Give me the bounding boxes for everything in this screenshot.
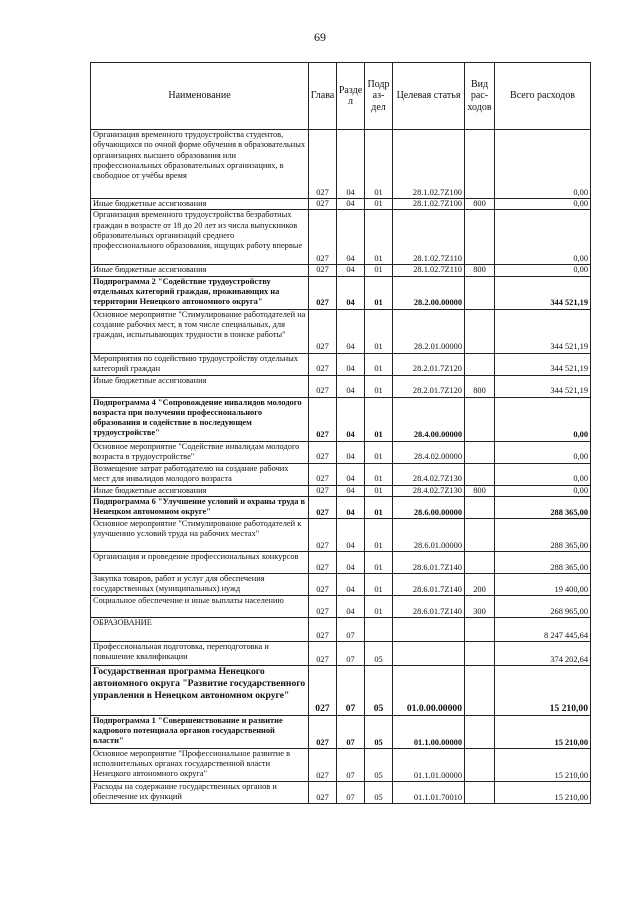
row-name-cell: Государственная программа Ненецкого автономного округа "Развитие государственного управления в Ненецком автономном округе": [91, 665, 309, 715]
row-target-cell: [393, 617, 465, 641]
row-total-cell: 288 365,00: [495, 518, 591, 551]
row-total-cell: 374 202,64: [495, 641, 591, 665]
table-row: [91, 781, 591, 803]
row-chapter-cell: 027: [309, 309, 337, 353]
header-section: Разде л: [337, 63, 365, 130]
row-name-cell: Основное мероприятие "Профессиональное развитие в исполнительных органах государственной власти Ненецкого автономного округа": [91, 748, 309, 781]
row-total-cell: 288 365,00: [495, 496, 591, 518]
row-section-cell: 07: [337, 617, 365, 641]
row-total-cell: 344 521,19: [495, 309, 591, 353]
row-chapter-cell: 027: [309, 518, 337, 551]
row-subsection-cell: 01: [365, 199, 393, 210]
row-chapter-cell: 027: [309, 463, 337, 485]
row-type-cell: 800: [465, 485, 495, 496]
row-section-cell: 04: [337, 573, 365, 595]
row-target-cell: 28.4.02.7Z130: [393, 485, 465, 496]
row-target-cell: 28.6.00.00000: [393, 496, 465, 518]
table-row: [91, 715, 591, 748]
row-target-cell: 28.6.01.7Z140: [393, 595, 465, 617]
row-subsection-cell: 05: [365, 715, 393, 748]
row-section-cell: 04: [337, 518, 365, 551]
row-total-cell: 19 400,00: [495, 573, 591, 595]
row-subsection-cell: 01: [365, 441, 393, 463]
row-type-cell: 800: [465, 375, 495, 397]
row-subsection-cell: 01: [365, 573, 393, 595]
row-type-cell: [465, 617, 495, 641]
header-total: Всего расходов: [495, 63, 591, 130]
row-section-cell: 07: [337, 665, 365, 715]
row-name-cell: Подпрограмма 2 "Содействие трудоустройству отдельных категорий граждан, проживающих на территории Ненецкого автономного округа": [91, 276, 309, 309]
table-row: [91, 199, 591, 210]
row-total-cell: 0,00: [495, 199, 591, 210]
row-type-cell: [465, 441, 495, 463]
row-section-cell: 04: [337, 595, 365, 617]
row-total-cell: 15 210,00: [495, 665, 591, 715]
row-type-cell: [465, 276, 495, 309]
row-name-cell: Основное мероприятие "Стимулирование работодателей к улучшению условий труда на рабочих местах": [91, 518, 309, 551]
header-subsection: Подр аз- дел: [365, 63, 393, 130]
row-target-cell: 28.6.01.7Z140: [393, 551, 465, 573]
row-type-cell: [465, 397, 495, 441]
row-subsection-cell: 01: [365, 375, 393, 397]
table-row: [91, 441, 591, 463]
row-section-cell: 07: [337, 715, 365, 748]
row-name-cell: Организация временного трудоустройства студентов, обучающихся по очной форме обучения в образовательных организациях высшего образования или профессиональных образовательных организациях, в свободное от учёбы время: [91, 130, 309, 199]
table-row: [91, 518, 591, 551]
row-chapter-cell: 027: [309, 715, 337, 748]
row-section-cell: 04: [337, 551, 365, 573]
row-chapter-cell: 027: [309, 595, 337, 617]
row-target-cell: 01.1.01.70010: [393, 781, 465, 803]
row-chapter-cell: 027: [309, 276, 337, 309]
row-subsection-cell: 01: [365, 485, 393, 496]
table-row: [91, 617, 591, 641]
row-chapter-cell: 027: [309, 353, 337, 375]
row-total-cell: 0,00: [495, 265, 591, 276]
row-type-cell: 200: [465, 573, 495, 595]
row-target-cell: [393, 641, 465, 665]
table-row: [91, 276, 591, 309]
table-row: [91, 309, 591, 353]
row-subsection-cell: 01: [365, 397, 393, 441]
row-subsection-cell: 05: [365, 665, 393, 715]
row-chapter-cell: 027: [309, 199, 337, 210]
row-target-cell: 28.4.02.7Z130: [393, 463, 465, 485]
row-target-cell: 28.2.01.7Z120: [393, 353, 465, 375]
row-section-cell: 04: [337, 210, 365, 265]
row-section-cell: 04: [337, 130, 365, 199]
row-type-cell: [465, 353, 495, 375]
row-type-cell: [465, 518, 495, 551]
row-name-cell: Иные бюджетные ассигнования: [91, 485, 309, 496]
row-name-cell: ОБРАЗОВАНИЕ: [91, 617, 309, 641]
row-total-cell: 15 210,00: [495, 715, 591, 748]
row-section-cell: 04: [337, 353, 365, 375]
row-total-cell: 344 521,19: [495, 353, 591, 375]
table-body: [91, 130, 591, 804]
table-row: [91, 748, 591, 781]
header-chapter: Глава: [309, 63, 337, 130]
row-name-cell: Расходы на содержание государственных органов и обеспечение их функций: [91, 781, 309, 803]
row-chapter-cell: 027: [309, 551, 337, 573]
row-subsection-cell: 01: [365, 130, 393, 199]
row-type-cell: [465, 665, 495, 715]
row-section-cell: 07: [337, 781, 365, 803]
row-total-cell: 8 247 445,64: [495, 617, 591, 641]
row-type-cell: [465, 463, 495, 485]
table-row: [91, 551, 591, 573]
row-chapter-cell: 027: [309, 265, 337, 276]
row-name-cell: Социальное обеспечение и иные выплаты населению: [91, 595, 309, 617]
row-total-cell: 15 210,00: [495, 748, 591, 781]
row-target-cell: 01.1.00.00000: [393, 715, 465, 748]
row-chapter-cell: 027: [309, 441, 337, 463]
row-target-cell: 28.2.01.7Z120: [393, 375, 465, 397]
row-total-cell: 344 521,19: [495, 276, 591, 309]
row-name-cell: Мероприятия по содействию трудоустройству отдельных категорий граждан: [91, 353, 309, 375]
row-type-cell: 300: [465, 595, 495, 617]
row-type-cell: [465, 309, 495, 353]
row-subsection-cell: 01: [365, 463, 393, 485]
row-section-cell: 04: [337, 276, 365, 309]
row-chapter-cell: 027: [309, 485, 337, 496]
row-total-cell: 288 365,00: [495, 551, 591, 573]
row-name-cell: Возмещение затрат работодателю на создание рабочих мест для инвалидов молодого возраста: [91, 463, 309, 485]
row-chapter-cell: 027: [309, 573, 337, 595]
row-subsection-cell: 01: [365, 309, 393, 353]
row-section-cell: 07: [337, 748, 365, 781]
row-section-cell: 04: [337, 496, 365, 518]
table-row: [91, 130, 591, 199]
row-subsection-cell: 01: [365, 496, 393, 518]
row-name-cell: Профессиональная подготовка, переподготовка и повышение квалификации: [91, 641, 309, 665]
row-total-cell: 268 965,00: [495, 595, 591, 617]
row-subsection-cell: 05: [365, 781, 393, 803]
header-target: Целевая статья: [393, 63, 465, 130]
row-name-cell: Организация временного трудоустройства безработных граждан в возрасте от 18 до 20 лет из числа выпускников образовательных организаций среднего профессионального образования, ищущих работу впервые: [91, 210, 309, 265]
row-target-cell: 28.1.02.7Z100: [393, 130, 465, 199]
row-chapter-cell: 027: [309, 130, 337, 199]
row-section-cell: 04: [337, 309, 365, 353]
row-target-cell: 28.1.02.7Z110: [393, 265, 465, 276]
row-total-cell: 0,00: [495, 463, 591, 485]
row-type-cell: [465, 210, 495, 265]
row-name-cell: Подпрограмма 1 "Совершенствование и развитие кадрового потенциала органов государственной власти": [91, 715, 309, 748]
table-row: [91, 665, 591, 715]
row-name-cell: Подпрограмма 6 "Улучшение условий и охраны труда в Ненецком автономном округе": [91, 496, 309, 518]
row-subsection-cell: 01: [365, 518, 393, 551]
row-target-cell: 28.4.02.00000: [393, 441, 465, 463]
row-subsection-cell: 01: [365, 551, 393, 573]
row-name-cell: Закупка товаров, работ и услуг для обеспечения государственных (муниципальных) нужд: [91, 573, 309, 595]
row-subsection-cell: 01: [365, 265, 393, 276]
row-subsection-cell: [365, 617, 393, 641]
table-header-row: [91, 63, 591, 130]
row-name-cell: Подпрограмма 4 "Сопровождение инвалидов молодого возраста при получении профессионального образования и содействие в последующем трудоустройстве": [91, 397, 309, 441]
row-name-cell: Иные бюджетные ассигнования: [91, 265, 309, 276]
row-chapter-cell: 027: [309, 496, 337, 518]
row-total-cell: 0,00: [495, 485, 591, 496]
table-row: [91, 485, 591, 496]
table-row: [91, 353, 591, 375]
row-section-cell: 07: [337, 641, 365, 665]
table-row: [91, 265, 591, 276]
row-chapter-cell: 027: [309, 665, 337, 715]
table-row: [91, 210, 591, 265]
row-target-cell: 28.6.01.00000: [393, 518, 465, 551]
row-subsection-cell: 01: [365, 276, 393, 309]
row-subsection-cell: 05: [365, 748, 393, 781]
row-total-cell: 0,00: [495, 397, 591, 441]
row-type-cell: 800: [465, 199, 495, 210]
row-name-cell: Организация и проведение профессиональных конкурсов: [91, 551, 309, 573]
row-subsection-cell: 01: [365, 210, 393, 265]
table-row: [91, 496, 591, 518]
row-section-cell: 04: [337, 199, 365, 210]
row-type-cell: [465, 781, 495, 803]
table-row: [91, 595, 591, 617]
row-total-cell: 0,00: [495, 130, 591, 199]
row-type-cell: [465, 748, 495, 781]
row-target-cell: 28.2.01.00000: [393, 309, 465, 353]
row-section-cell: 04: [337, 441, 365, 463]
row-total-cell: 0,00: [495, 210, 591, 265]
row-target-cell: 28.2.00.00000: [393, 276, 465, 309]
row-name-cell: Иные бюджетные ассигнования: [91, 199, 309, 210]
row-chapter-cell: 027: [309, 617, 337, 641]
row-section-cell: 04: [337, 375, 365, 397]
row-chapter-cell: 027: [309, 397, 337, 441]
row-target-cell: 28.4.00.00000: [393, 397, 465, 441]
row-section-cell: 04: [337, 397, 365, 441]
row-total-cell: 0,00: [495, 441, 591, 463]
row-subsection-cell: 05: [365, 641, 393, 665]
table-row: [91, 463, 591, 485]
row-chapter-cell: 027: [309, 375, 337, 397]
row-total-cell: 344 521,19: [495, 375, 591, 397]
row-name-cell: Основное мероприятие "Содействие инвалидам молодого возраста в трудоустройстве": [91, 441, 309, 463]
row-type-cell: [465, 551, 495, 573]
row-chapter-cell: 027: [309, 748, 337, 781]
row-total-cell: 15 210,00: [495, 781, 591, 803]
row-chapter-cell: 027: [309, 210, 337, 265]
row-target-cell: 28.6.01.7Z140: [393, 573, 465, 595]
table-row: [91, 375, 591, 397]
row-section-cell: 04: [337, 463, 365, 485]
row-target-cell: 01.1.01.00000: [393, 748, 465, 781]
page-number: 69: [314, 30, 326, 44]
budget-table: [90, 62, 591, 804]
row-subsection-cell: 01: [365, 353, 393, 375]
row-section-cell: 04: [337, 265, 365, 276]
table-row: [91, 397, 591, 441]
row-subsection-cell: 01: [365, 595, 393, 617]
row-name-cell: Иные бюджетные ассигнования: [91, 375, 309, 397]
row-type-cell: [465, 130, 495, 199]
row-target-cell: 28.1.02.7Z100: [393, 199, 465, 210]
row-type-cell: [465, 641, 495, 665]
row-section-cell: 04: [337, 485, 365, 496]
header-expense-type: Вид рас- ходов: [465, 63, 495, 130]
table-row: [91, 573, 591, 595]
row-type-cell: [465, 715, 495, 748]
row-type-cell: 800: [465, 265, 495, 276]
row-chapter-cell: 027: [309, 641, 337, 665]
row-target-cell: 01.0.00.00000: [393, 665, 465, 715]
header-name: Наименование: [91, 63, 309, 130]
row-type-cell: [465, 496, 495, 518]
row-chapter-cell: 027: [309, 781, 337, 803]
table-row: [91, 641, 591, 665]
row-name-cell: Основное мероприятие "Стимулирование работодателей на создание рабочих мест, в том числе специальных, для граждан, испытывающих трудности в поиске работы": [91, 309, 309, 353]
row-target-cell: 28.1.02.7Z110: [393, 210, 465, 265]
